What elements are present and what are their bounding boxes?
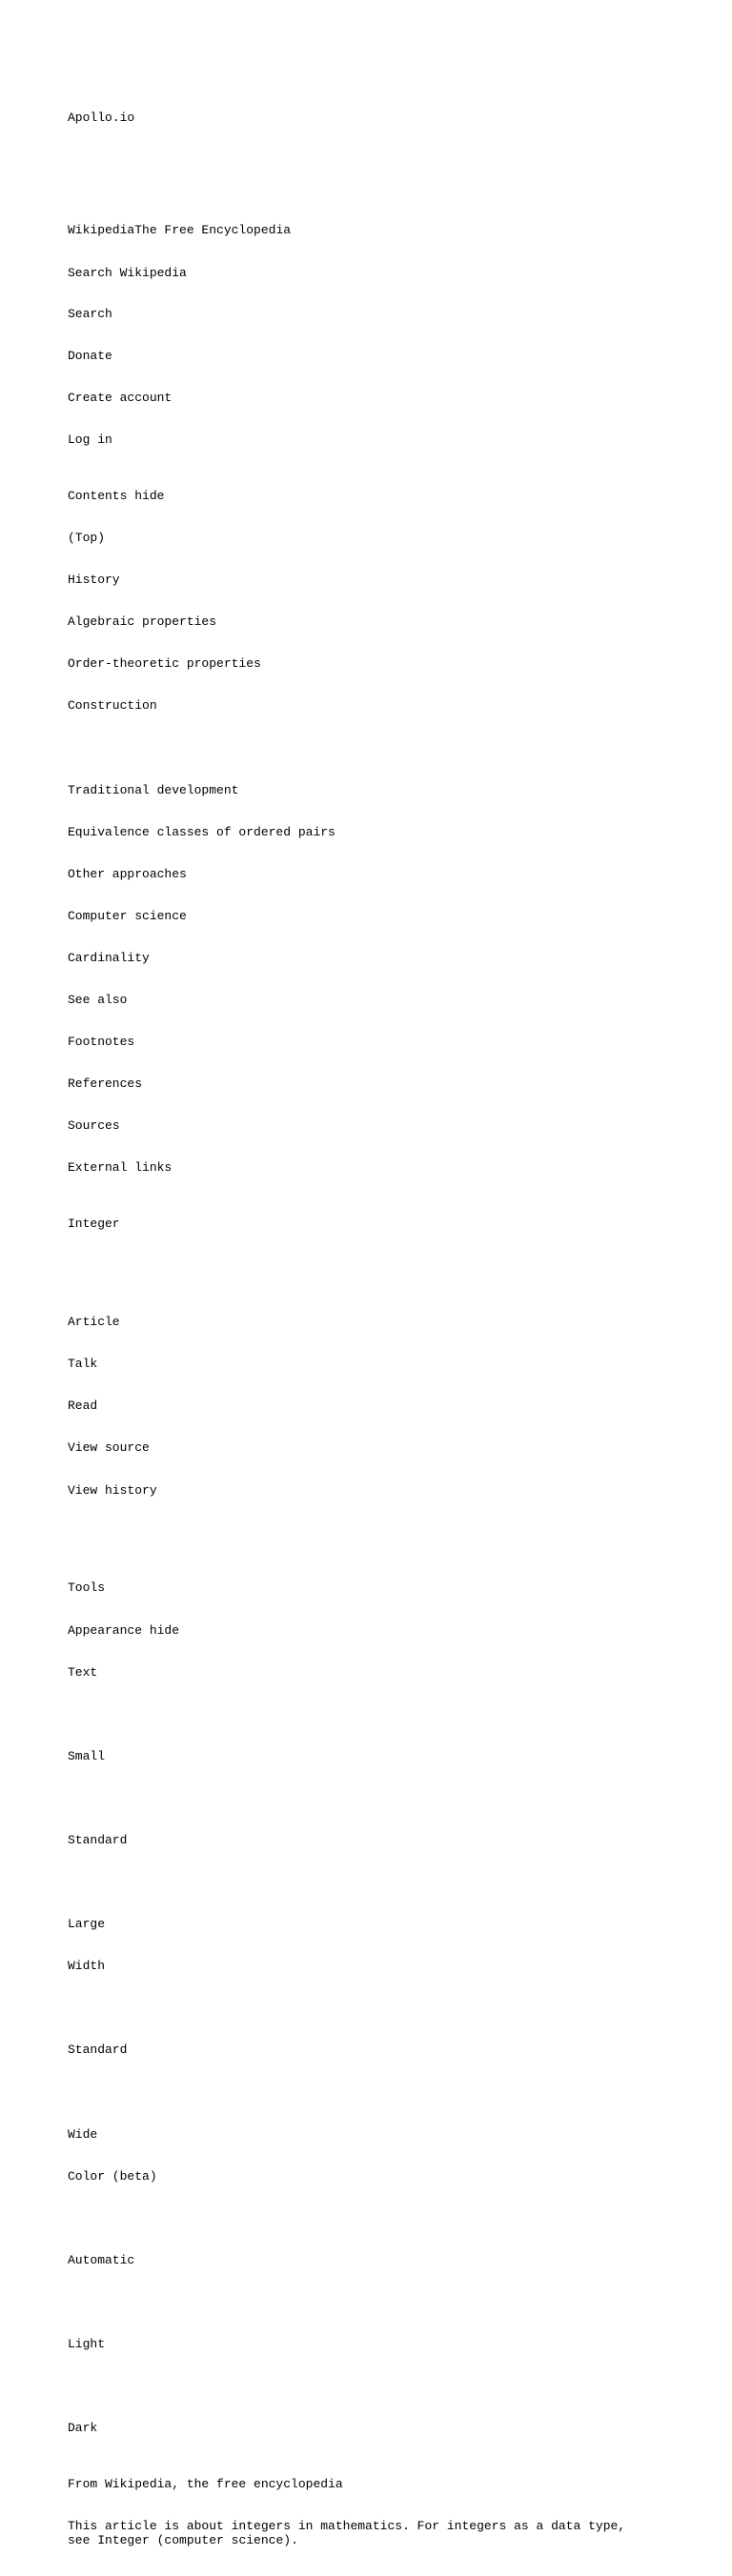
spacer [68, 1526, 659, 1540]
tab-article[interactable]: Article [68, 1315, 120, 1330]
toc-item-footnotes[interactable]: Footnotes [68, 1035, 135, 1050]
site-logo[interactable] [68, 224, 659, 238]
spacer [68, 2086, 659, 2101]
width-wide-radio[interactable]: Wide [68, 2126, 98, 2142]
appearance-text-label: Text [68, 1664, 98, 1680]
tab-view-source[interactable]: View source [68, 1440, 150, 1456]
logo-tagline: The Free Encyclopedia [134, 222, 292, 237]
toc-item-see-also[interactable]: See also [68, 993, 128, 1008]
search-input[interactable] [68, 266, 354, 280]
tools-menu-button[interactable]: Tools [68, 1580, 106, 1596]
spacer [68, 2212, 659, 2226]
toc-item-order-theoretic-properties[interactable]: Order-theoretic properties [68, 656, 261, 672]
tab-talk[interactable]: Talk [68, 1357, 98, 1372]
top-banner-link[interactable]: Apollo.io [68, 111, 135, 126]
hatnote-link-integer-computer-science[interactable]: Integer (computer science) [97, 2532, 292, 2547]
donate-link[interactable]: Donate [68, 348, 112, 363]
spacer [68, 2002, 659, 2016]
toc-item-sources[interactable]: Sources [68, 1118, 120, 1134]
spacer [68, 742, 659, 756]
toc-item-references[interactable]: References [68, 1077, 143, 1092]
toc-item-computer-science[interactable]: Computer science [68, 908, 187, 923]
spacer [68, 1259, 659, 1274]
toc-subitem-other-approaches[interactable]: Other approaches [68, 866, 187, 881]
text-size-large-radio[interactable]: Large [68, 1917, 106, 1932]
toc-subitem-traditional-development[interactable]: Traditional development [68, 782, 239, 797]
spacer [68, 2380, 659, 2394]
color-automatic-radio[interactable]: Automatic [68, 2252, 135, 2267]
site-tagline: From Wikipedia, the free encyclopedia [68, 2477, 343, 2492]
toc-item-history[interactable]: History [68, 573, 120, 588]
page-title: Integer [68, 1217, 120, 1232]
log-in-link[interactable]: Log in [68, 433, 112, 448]
appearance-heading-toggle[interactable]: Appearance hide [68, 1622, 180, 1638]
search-button[interactable]: Search [68, 306, 112, 321]
spacer [68, 2296, 659, 2310]
text-size-small-radio[interactable]: Small [68, 1748, 106, 1763]
appearance-color-label: Color (beta) [68, 2168, 157, 2184]
color-light-radio[interactable]: Light [68, 2337, 106, 2352]
toc-item-algebraic-properties[interactable]: Algebraic properties [68, 614, 217, 630]
spacer [68, 153, 659, 181]
toc-subitem-equivalence-classes[interactable]: Equivalence classes of ordered pairs [68, 824, 336, 839]
tab-view-history[interactable]: View history [68, 1482, 157, 1498]
toc-item-top[interactable]: (Top) [68, 531, 106, 546]
toc-item-external-links[interactable]: External links [68, 1160, 173, 1176]
spacer [68, 1876, 659, 1890]
text-size-standard-radio[interactable]: Standard [68, 1832, 128, 1847]
toc-item-cardinality[interactable]: Cardinality [68, 951, 150, 965]
hatnote-text: This article is about integers in mathematics. For integers as a data type, see [68, 2519, 633, 2547]
tab-read[interactable]: Read [68, 1399, 98, 1414]
toc-item-construction[interactable]: Construction [68, 698, 157, 714]
spacer [68, 1792, 659, 1806]
color-dark-radio[interactable]: Dark [68, 2421, 98, 2436]
logo-wordmark: Wikipedia [68, 222, 135, 237]
toc-heading-toggle[interactable]: Contents hide [68, 488, 165, 503]
hatnote [68, 2520, 640, 2547]
page-content [68, 70, 659, 2576]
create-account-link[interactable]: Create account [68, 391, 173, 406]
hatnote-suffix: . [291, 2532, 298, 2547]
width-standard-radio[interactable]: Standard [68, 2043, 128, 2058]
appearance-width-label: Width [68, 1959, 106, 1974]
spacer [68, 1708, 659, 1722]
